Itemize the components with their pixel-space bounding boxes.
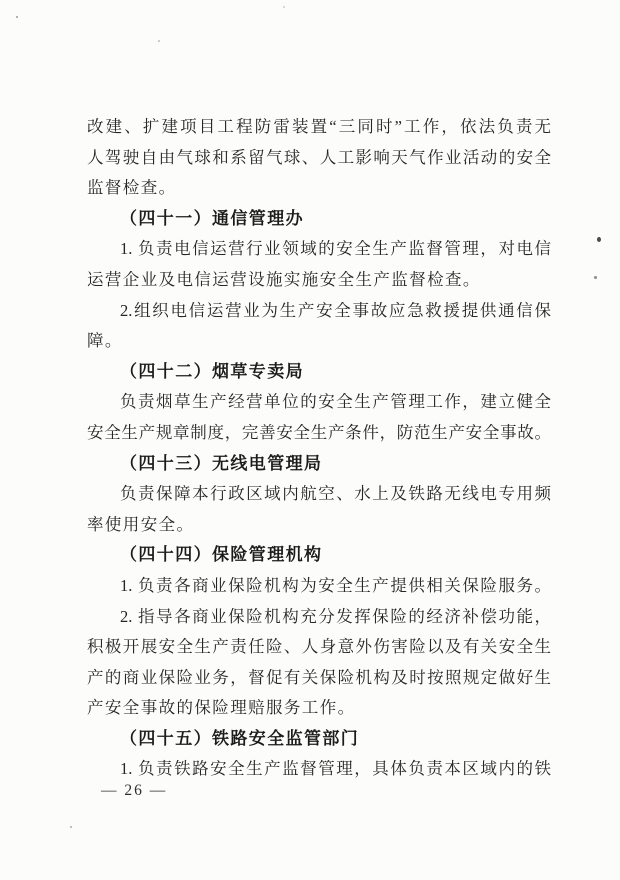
scan-speck	[158, 40, 160, 42]
section-heading: （四十二）烟草专卖局	[120, 361, 304, 381]
text-line: 产的商业保险业务，督促有关保险机构及时按照规定做好生	[87, 667, 551, 687]
text-line: 1. 负责各商业保险机构为安全生产提供相关保险服务。	[120, 575, 551, 595]
scan-speck	[283, 6, 285, 8]
scan-speck	[70, 826, 72, 828]
text-line: 负责烟草生产经营单位的安全生产管理工作，建立健全	[120, 392, 551, 412]
section-heading: （四十四）保险管理机构	[120, 545, 323, 565]
section-heading: （四十一）通信管理办	[120, 208, 304, 228]
text-line: 监督检查。	[87, 178, 177, 198]
scan-speck	[597, 237, 601, 242]
text-line: 积极开展安全生产责任险、人身意外伤害险以及有关安全生	[87, 637, 551, 657]
scan-speck	[594, 276, 597, 279]
scan-speck	[16, 16, 18, 18]
text-line: 2.组织电信运营业为生产安全事故应急救援提供通信保	[120, 300, 551, 320]
text-line: 人驾驶自由气球和系留气球、人工影响天气作业活动的安全	[87, 147, 551, 167]
text-line: 产安全事故的保险理赔服务工作。	[87, 698, 356, 718]
text-line: 率使用安全。	[87, 514, 195, 534]
section-heading: （四十三）无线电管理局	[120, 453, 323, 473]
text-block	[87, 112, 551, 785]
text-line: 负责保障本行政区域内航空、水上及铁路无线电专用频	[120, 484, 551, 504]
text-line: 2. 指导各商业保险机构充分发挥保险的经济补偿功能，	[120, 606, 551, 626]
text-line: 1. 负责铁路安全生产监督管理，具体负责本区域内的铁	[120, 759, 551, 779]
page-number: — 26 —	[101, 782, 168, 799]
text-line: 障。	[87, 331, 123, 351]
text-line: 1. 负责电信运营行业领域的安全生产监督管理，对电信	[120, 239, 551, 259]
section-heading: （四十五）铁路安全监管部门	[120, 728, 360, 748]
text-line: 运营企业及电信运营设施实施安全生产监督检查。	[87, 269, 481, 289]
text-line: 改建、扩建项目工程防雷装置“三同时”工作，依法负责无	[87, 117, 551, 136]
text-line: 安全生产规章制度，完善安全生产条件，防范生产安全事故。	[87, 422, 551, 442]
